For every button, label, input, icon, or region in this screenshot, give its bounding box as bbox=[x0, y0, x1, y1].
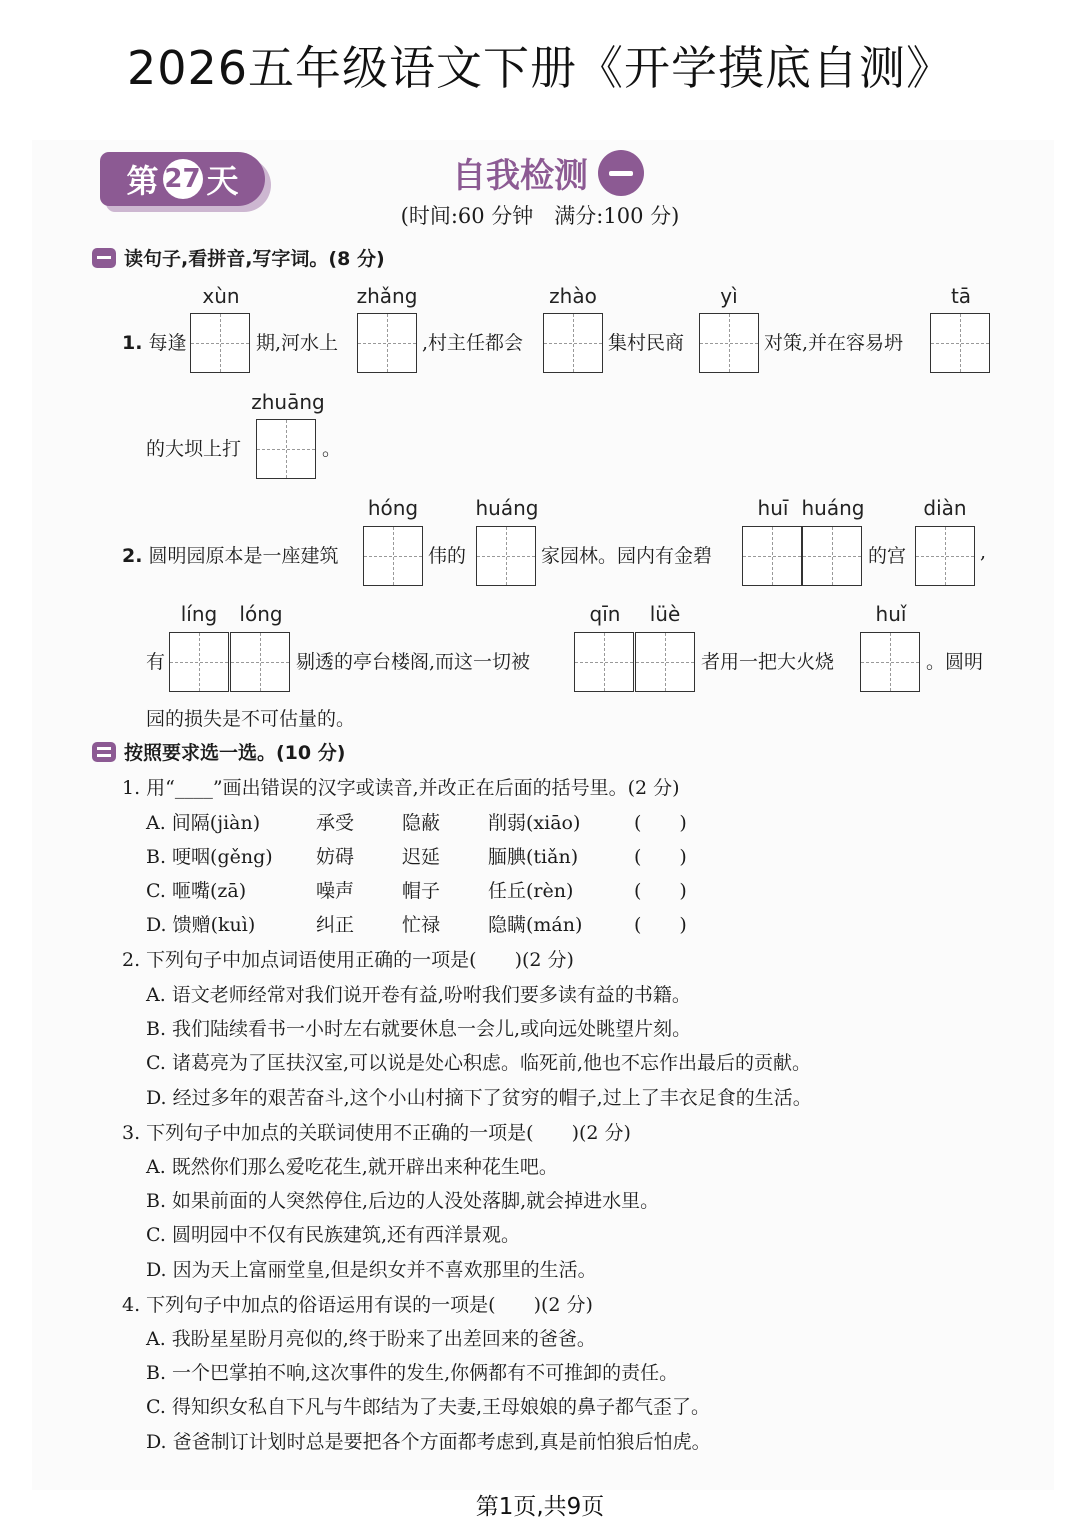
option-a[interactable]: A. 我盼星星盼月亮似的,终于盼来了出差回来的爸爸。 bbox=[146, 1328, 596, 1350]
section-1-heading-text: 读句子,看拼音,写字词。(8 分) bbox=[124, 248, 385, 270]
text: 集村民商 bbox=[608, 332, 685, 354]
answer-paren[interactable]: ( ) bbox=[634, 846, 687, 868]
option-c[interactable]: C. 诸葛亮为了匡扶汉室,可以说是处心积虑。临死前,他也不忘作出最后的贡献。 bbox=[146, 1052, 812, 1074]
text: , bbox=[980, 541, 987, 563]
number-one-circle-icon bbox=[598, 150, 644, 196]
document-title: 2026五年级语文下册《开学摸底自测》 bbox=[126, 41, 954, 95]
answer-box[interactable] bbox=[860, 632, 920, 692]
text: 剔透的亭台楼阁,而这一切被 bbox=[296, 651, 531, 673]
option-cell: 纠正 bbox=[316, 914, 355, 936]
option-b[interactable]: B. 我们陆续看书一小时左右就要休息一会儿,或向远处眺望片刻。 bbox=[146, 1018, 692, 1040]
text: 的宫 bbox=[868, 545, 907, 567]
pinyin: lüè bbox=[649, 602, 681, 626]
option-d[interactable]: D. 爸爸制订计划时总是要把各个方面都考虑到,真是前怕狼后怕虎。 bbox=[146, 1431, 711, 1453]
option-cell: 隐蔽 bbox=[402, 812, 441, 834]
q2-line-1 bbox=[122, 541, 339, 568]
section-one-icon bbox=[92, 248, 116, 268]
pinyin: líng bbox=[180, 602, 218, 626]
text: ,村主任都会 bbox=[422, 332, 524, 354]
text: 。 bbox=[322, 438, 342, 460]
option-b[interactable]: B. 如果前面的人突然停住,后边的人没处落脚,就会掉进水里。 bbox=[146, 1190, 660, 1212]
time-info: (时间:60 分钟 满分:100 分) bbox=[400, 204, 680, 228]
pinyin: xùn bbox=[202, 284, 240, 308]
pinyin: zhuāng bbox=[251, 390, 325, 414]
pinyin: hóng bbox=[367, 496, 419, 520]
answer-paren[interactable]: ( ) bbox=[634, 914, 687, 936]
question-stem: 1. 用“____”画出错误的汉字或读音,并改正在后面的括号里。(2 分) bbox=[122, 777, 680, 799]
section-2-heading-text: 按照要求选一选。(10 分) bbox=[124, 742, 346, 764]
answer-box[interactable] bbox=[363, 526, 423, 586]
text: 有 bbox=[146, 651, 166, 673]
section-two-icon bbox=[92, 742, 116, 762]
answer-box[interactable] bbox=[574, 632, 634, 692]
pinyin: qīn bbox=[589, 602, 621, 626]
option-cell: 任丘(rèn) bbox=[488, 880, 574, 902]
pinyin: zhǎng bbox=[356, 284, 418, 308]
option-d[interactable]: D. 经过多年的艰苦奋斗,这个小山村摘下了贫穷的帽子,过上了丰衣足食的生活。 bbox=[146, 1087, 812, 1109]
answer-box[interactable] bbox=[169, 632, 229, 692]
option-cell: 妨碍 bbox=[316, 846, 355, 868]
option-cell: 帽子 bbox=[402, 880, 441, 902]
day-badge-suffix: 天 bbox=[206, 162, 239, 200]
option-cell: 腼腆(tiǎn) bbox=[488, 846, 579, 868]
answer-box[interactable] bbox=[256, 419, 316, 479]
test-title-text: 自我检测 bbox=[452, 156, 588, 196]
answer-box[interactable] bbox=[543, 313, 603, 373]
option-cell: A. 间隔(jiàn) bbox=[146, 812, 261, 834]
text: 每逢 bbox=[148, 332, 187, 354]
answer-box[interactable] bbox=[915, 526, 975, 586]
answer-box[interactable] bbox=[190, 313, 250, 373]
pinyin: lóng bbox=[239, 602, 283, 626]
day-badge bbox=[100, 152, 265, 206]
text: 。圆明 bbox=[926, 651, 984, 673]
option-cell: 承受 bbox=[316, 812, 355, 834]
option-c[interactable]: C. 得知织女私自下凡与牛郎结为了夫妻,王母娘娘的鼻子都气歪了。 bbox=[146, 1396, 710, 1418]
pinyin: huǐ bbox=[875, 602, 907, 626]
q1-line-1 bbox=[122, 328, 187, 355]
test-title bbox=[452, 148, 644, 197]
pinyin: huáng bbox=[475, 496, 539, 520]
option-c[interactable]: C. 圆明园中不仅有民族建筑,还有西洋景观。 bbox=[146, 1224, 520, 1246]
text: 伟的 bbox=[428, 545, 467, 567]
text: 园的损失是不可估量的。 bbox=[146, 708, 356, 730]
text: 的大坝上打 bbox=[146, 438, 242, 460]
text: 对策,并在容易坍 bbox=[764, 332, 904, 354]
option-cell: B. 哽咽(gěng) bbox=[146, 846, 273, 868]
question-number: 1. bbox=[122, 332, 143, 354]
option-cell: 忙禄 bbox=[402, 914, 441, 936]
pinyin: zhào bbox=[549, 284, 597, 308]
page-number: 第1页,共9页 bbox=[475, 1494, 605, 1520]
text: 期,河水上 bbox=[256, 332, 339, 354]
answer-box[interactable] bbox=[476, 526, 536, 586]
pinyin: yì bbox=[720, 284, 738, 308]
option-cell: 隐瞒(mán) bbox=[488, 914, 583, 936]
day-badge-prefix: 第 bbox=[126, 162, 159, 200]
option-d[interactable]: D. 因为天上富丽堂皇,但是织女并不喜欢那里的生活。 bbox=[146, 1259, 597, 1281]
text: 圆明园原本是一座建筑 bbox=[148, 545, 339, 567]
answer-paren[interactable]: ( ) bbox=[634, 812, 687, 834]
question-stem: 4. 下列句子中加点的俗语运用有误的一项是( )(2 分) bbox=[122, 1294, 593, 1316]
answer-box[interactable] bbox=[742, 526, 802, 586]
option-b[interactable]: B. 一个巴掌拍不响,这次事件的发生,你俩都有不可推卸的责任。 bbox=[146, 1362, 679, 1384]
day-badge-number: 27 bbox=[163, 159, 203, 199]
question-stem: 3. 下列句子中加点的关联词使用不正确的一项是( )(2 分) bbox=[122, 1122, 631, 1144]
option-cell: C. 咂嘴(zā) bbox=[146, 880, 247, 902]
option-cell: 噪声 bbox=[316, 880, 355, 902]
pinyin: diàn bbox=[923, 496, 967, 520]
pinyin: huī bbox=[757, 496, 789, 520]
option-cell: D. 馈赠(kuì) bbox=[146, 914, 256, 936]
answer-box[interactable] bbox=[357, 313, 417, 373]
answer-box[interactable] bbox=[230, 632, 290, 692]
section-2-heading bbox=[92, 738, 345, 765]
section-1-heading bbox=[92, 244, 385, 271]
pinyin: huáng bbox=[801, 496, 865, 520]
pinyin: tā bbox=[950, 284, 972, 308]
text: 者用一把大火烧 bbox=[701, 651, 835, 673]
option-cell: 迟延 bbox=[402, 846, 441, 868]
text: 家园林。园内有金碧 bbox=[541, 545, 713, 567]
option-a[interactable]: A. 语文老师经常对我们说开卷有益,吩咐我们要多读有益的书籍。 bbox=[146, 984, 691, 1006]
option-cell: 削弱(xiāo) bbox=[488, 812, 581, 834]
answer-box[interactable] bbox=[802, 526, 862, 586]
option-a[interactable]: A. 既然你们那么爱吃花生,就开辟出来种花生吧。 bbox=[146, 1156, 558, 1178]
answer-box[interactable] bbox=[699, 313, 759, 373]
answer-box[interactable] bbox=[635, 632, 695, 692]
question-stem: 2. 下列句子中加点词语使用正确的一项是( )(2 分) bbox=[122, 949, 574, 971]
answer-box[interactable] bbox=[930, 313, 990, 373]
question-number: 2. bbox=[122, 545, 143, 567]
answer-paren[interactable]: ( ) bbox=[634, 880, 687, 902]
